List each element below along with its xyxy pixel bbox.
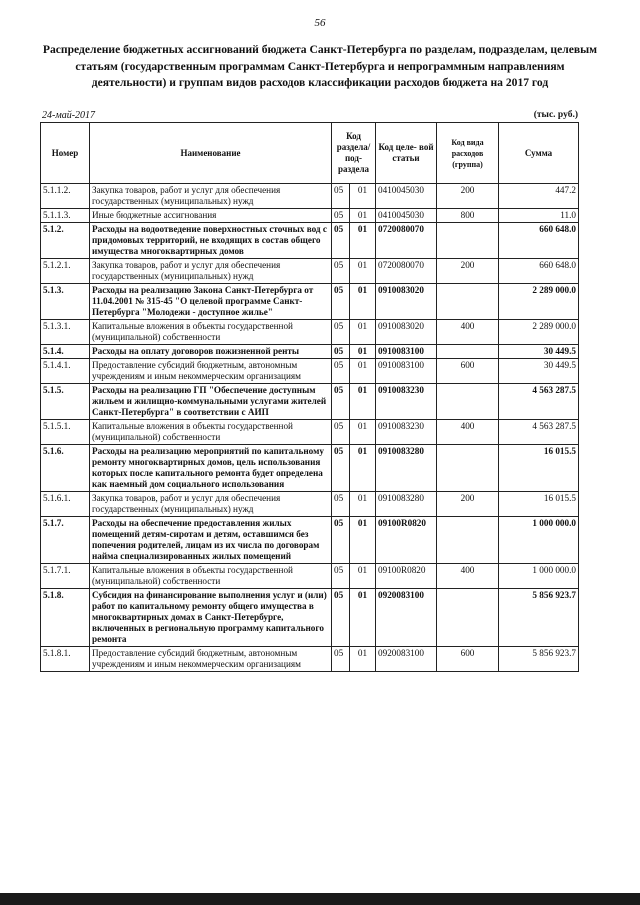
table-row	[41, 384, 579, 420]
row-section-code: 05	[332, 184, 350, 209]
row-sum: 447.2	[499, 184, 579, 209]
row-sum: 16 015.5	[499, 492, 579, 517]
row-name: Расходы на обеспечение предоставления жилых помещений детям-сиротам и детям, оставшимся без попечения родителей, лицам из их числа по договорам найма специализированных жилых помещений	[90, 517, 332, 564]
row-article-code: 09100R0820	[376, 517, 437, 564]
row-sum: 2 289 000.0	[499, 284, 579, 320]
row-sum: 4 563 287.5	[499, 420, 579, 445]
row-number: 5.1.4.1.	[41, 359, 90, 384]
row-name: Расходы на реализацию ГП "Обеспечение доступным жильем и жилищно-коммунальными услугами жителей Санкт-Петербурга" в соответствии с АИП	[90, 384, 332, 420]
row-name: Расходы на водоотведение поверхностных сточных вод с придомовых территорий, не входящих в состав общего имущества многоквартирных домов	[90, 223, 332, 259]
row-article-code: 0910083100	[376, 345, 437, 359]
row-expense-type	[437, 284, 499, 320]
row-number: 5.1.8.	[41, 589, 90, 647]
row-number: 5.1.6.1.	[41, 492, 90, 517]
header-name: Наименование	[90, 123, 332, 184]
row-sum: 11.0	[499, 209, 579, 223]
budget-table	[40, 122, 579, 672]
row-section-code: 05	[332, 445, 350, 492]
row-subsection-code: 01	[350, 647, 376, 672]
row-expense-type	[437, 517, 499, 564]
units-label: (тыс. руб.)	[533, 110, 578, 120]
row-expense-type	[437, 445, 499, 492]
row-subsection-code: 01	[350, 517, 376, 564]
table-body	[41, 184, 579, 672]
row-article-code: 0410045030	[376, 209, 437, 223]
row-sum: 5 856 923.7	[499, 589, 579, 647]
row-subsection-code: 01	[350, 589, 376, 647]
row-section-code: 05	[332, 492, 350, 517]
row-number: 5.1.5.	[41, 384, 90, 420]
row-article-code: 0910083020	[376, 320, 437, 345]
row-article-code: 0910083100	[376, 359, 437, 384]
row-name: Предоставление субсидий бюджетным, автономным учреждениям и иным некоммерческим организациям	[90, 359, 332, 384]
row-sum: 4 563 287.5	[499, 384, 579, 420]
row-sum: 1 000 000.0	[499, 564, 579, 589]
row-sum: 5 856 923.7	[499, 647, 579, 672]
row-article-code: 0410045030	[376, 184, 437, 209]
header-sum: Сумма	[499, 123, 579, 184]
table-row	[41, 320, 579, 345]
row-article-code: 0910083230	[376, 420, 437, 445]
row-sum: 1 000 000.0	[499, 517, 579, 564]
row-section-code: 05	[332, 320, 350, 345]
row-expense-type: 400	[437, 420, 499, 445]
row-section-code: 05	[332, 209, 350, 223]
row-subsection-code: 01	[350, 359, 376, 384]
table-row	[41, 259, 579, 284]
header-article: Код целе- вой статьи	[376, 123, 437, 184]
table-row	[41, 647, 579, 672]
row-expense-type	[437, 589, 499, 647]
row-sum: 30 449.5	[499, 345, 579, 359]
row-section-code: 05	[332, 564, 350, 589]
row-name: Закупка товаров, работ и услуг для обеспечения государственных (муниципальных) нужд	[90, 492, 332, 517]
row-expense-type	[437, 345, 499, 359]
row-section-code: 05	[332, 284, 350, 320]
table-row	[41, 209, 579, 223]
table-header	[41, 123, 579, 184]
table-row	[41, 420, 579, 445]
row-article-code: 0920083100	[376, 589, 437, 647]
row-name: Капитальные вложения в объекты государственной (муниципальной) собственности	[90, 420, 332, 445]
row-number: 5.1.5.1.	[41, 420, 90, 445]
row-sum: 16 015.5	[499, 445, 579, 492]
row-name: Расходы на реализацию Закона Санкт-Петербурга от 11.04.2001 № 315-45 "О целевой программе Санкт-Петербурга "Молодежи - доступное жилье"	[90, 284, 332, 320]
row-number: 5.1.6.	[41, 445, 90, 492]
row-subsection-code: 01	[350, 420, 376, 445]
row-subsection-code: 01	[350, 564, 376, 589]
row-expense-type: 400	[437, 320, 499, 345]
table-row	[41, 445, 579, 492]
row-name: Капитальные вложения в объекты государственной (муниципальной) собственности	[90, 320, 332, 345]
row-number: 5.1.1.3.	[41, 209, 90, 223]
row-name: Иные бюджетные ассигнования	[90, 209, 332, 223]
table-row	[41, 223, 579, 259]
row-number: 5.1.2.	[41, 223, 90, 259]
row-number: 5.1.4.	[41, 345, 90, 359]
row-section-code: 05	[332, 345, 350, 359]
row-expense-type: 200	[437, 492, 499, 517]
row-subsection-code: 01	[350, 284, 376, 320]
row-name: Расходы на реализацию мероприятий по капитальному ремонту многоквартирных домов, цель использования которых после капитального ремонта будет определена как наемный дом социального использования	[90, 445, 332, 492]
header-number: Номер	[41, 123, 90, 184]
header-section: Код раздела/ под- раздела	[332, 123, 376, 184]
table-row	[41, 492, 579, 517]
row-subsection-code: 01	[350, 492, 376, 517]
row-article-code: 0910083280	[376, 492, 437, 517]
row-article-code: 0910083230	[376, 384, 437, 420]
row-expense-type	[437, 384, 499, 420]
row-sum: 660 648.0	[499, 223, 579, 259]
row-subsection-code: 01	[350, 259, 376, 284]
row-subsection-code: 01	[350, 445, 376, 492]
row-section-code: 05	[332, 384, 350, 420]
row-expense-type: 200	[437, 184, 499, 209]
row-expense-type	[437, 223, 499, 259]
row-expense-type: 600	[437, 359, 499, 384]
row-subsection-code: 01	[350, 223, 376, 259]
row-section-code: 05	[332, 420, 350, 445]
row-section-code: 05	[332, 359, 350, 384]
row-sum: 660 648.0	[499, 259, 579, 284]
row-number: 5.1.2.1.	[41, 259, 90, 284]
row-number: 5.1.3.1.	[41, 320, 90, 345]
row-sum: 2 289 000.0	[499, 320, 579, 345]
document-date: 24-май-2017	[42, 110, 96, 121]
row-expense-type: 400	[437, 564, 499, 589]
row-section-code: 05	[332, 647, 350, 672]
row-section-code: 05	[332, 517, 350, 564]
row-expense-type: 800	[437, 209, 499, 223]
row-article-code: 0910083020	[376, 284, 437, 320]
table-row	[41, 359, 579, 384]
table-row	[41, 345, 579, 359]
row-article-code: 0920083100	[376, 647, 437, 672]
row-subsection-code: 01	[350, 384, 376, 420]
row-article-code: 09100R0820	[376, 564, 437, 589]
table-row	[41, 284, 579, 320]
row-section-code: 05	[332, 259, 350, 284]
table-row	[41, 517, 579, 564]
scan-bottom-edge	[0, 893, 640, 905]
row-name: Субсидия на финансирование выполнения услуг и (или) работ по капитальному ремонту общего имущества в многоквартирных домах в Санкт-Петербурге, включенных в региональную программу капитального ремонта	[90, 589, 332, 647]
row-subsection-code: 01	[350, 209, 376, 223]
row-number: 5.1.7.1.	[41, 564, 90, 589]
row-subsection-code: 01	[350, 345, 376, 359]
page-number: 56	[314, 17, 326, 29]
document-title: Распределение бюджетных ассигнований бюджета Санкт-Петербурга по разделам, подразделам, целевым статьям (государственным программам Санкт-Петербурга и непрограммным направлениям деятельности) и группам видов расходов классификации расходов бюджета на 2017 год	[42, 43, 598, 89]
row-article-code: 0910083280	[376, 445, 437, 492]
row-section-code: 05	[332, 589, 350, 647]
table-row	[41, 564, 579, 589]
row-number: 5.1.7.	[41, 517, 90, 564]
row-name: Расходы на оплату договоров пожизненной ренты	[90, 345, 332, 359]
row-name: Капитальные вложения в объекты государственной (муниципальной) собственности	[90, 564, 332, 589]
row-number: 5.1.3.	[41, 284, 90, 320]
row-expense-type: 200	[437, 259, 499, 284]
table-row	[41, 589, 579, 647]
row-expense-type: 600	[437, 647, 499, 672]
row-subsection-code: 01	[350, 320, 376, 345]
row-article-code: 0720080070	[376, 259, 437, 284]
header-type: Код вида расходов (группа)	[437, 123, 499, 184]
row-article-code: 0720080070	[376, 223, 437, 259]
row-subsection-code: 01	[350, 184, 376, 209]
row-section-code: 05	[332, 223, 350, 259]
row-number: 5.1.8.1.	[41, 647, 90, 672]
row-name: Закупка товаров, работ и услуг для обеспечения государственных (муниципальных) нужд	[90, 184, 332, 209]
table-row	[41, 184, 579, 209]
row-name: Предоставление субсидий бюджетным, автономным учреждениям и иным некоммерческим организациям	[90, 647, 332, 672]
row-number: 5.1.1.2.	[41, 184, 90, 209]
row-sum: 30 449.5	[499, 359, 579, 384]
row-name: Закупка товаров, работ и услуг для обеспечения государственных (муниципальных) нужд	[90, 259, 332, 284]
